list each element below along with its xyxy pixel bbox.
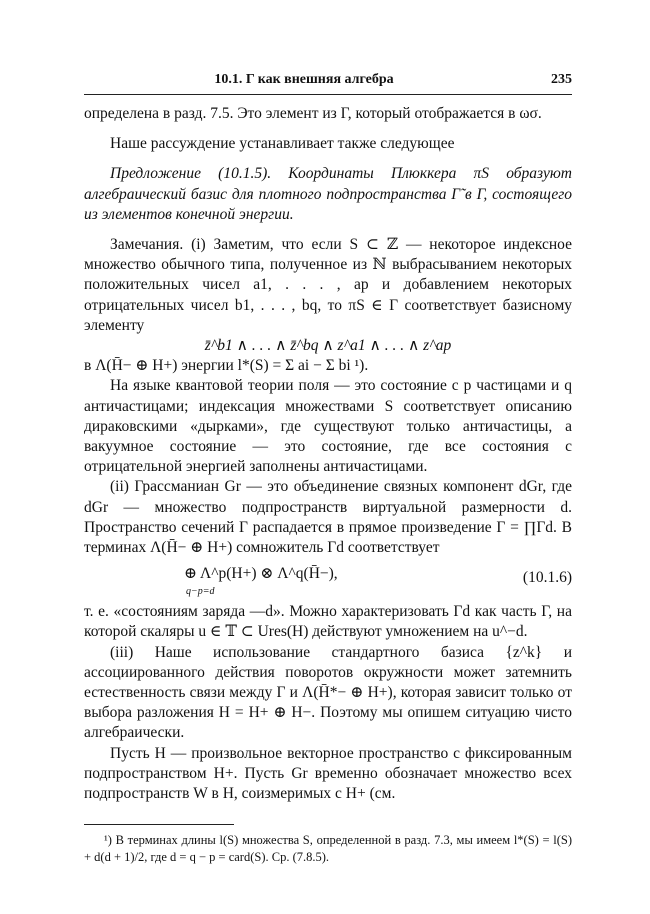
footnote-rule xyxy=(84,824,234,825)
footnote-text: ¹) В терминах длины l(S) множества S, определенной в разд. 7.3, мы имеем l*(S) = l(S) + d(d + 1)/2, где d = q − p = card(S). Ср. (7.8.5). xyxy=(84,833,572,864)
equation-expression: ⊕ Λ^p(H+) ⊗ Λ^q(H̄−), xyxy=(184,565,338,583)
energy-line: в Λ(H̄− ⊕ H+) энергии l*(S) = Σ ai − Σ bi ¹). xyxy=(84,357,369,375)
paragraph: На языке квантовой теории поля — это состояние с p частицами и q античастицами; индексация множествами S соответствует описанию дираковскими «дырками», где существуют только античастицы, а вакуумное состояние — это состояние, где все состояния с отрицательной энергией заполнены античастицами. xyxy=(84,377,572,476)
running-title: 10.1. Γ как внешняя алгебра xyxy=(214,72,394,87)
paragraph: Наше рассуждение устанавливает также следующее xyxy=(110,135,455,153)
paragraph: т. е. «состояниям заряда —d». Можно характеризовать Γd как часть Γ, на которой скаляры u ∈ 𝕋 ⊂ Ures(H) действуют умножением на u^−d. xyxy=(84,603,572,641)
remarks-paragraph: Замечания. (i) Заметим, что если S ⊂ ℤ — некоторое индексное множество обычного типа, полученное из ℕ выбрасыванием некоторых положительных чисел a1, . . . , ap и добавлением некоторых отрицательных чисел b1, . . . , bq, то πS ∈ Γ соответствует базисному элементу xyxy=(84,236,572,334)
basis-element-formula: z̄^b1 ∧ . . . ∧ z̄^bq ∧ z^a1 ∧ . . . ∧ z^ap xyxy=(204,337,452,355)
paragraph: Пусть H — произвольное векторное пространство с фиксированным подпространством H+. Пусть Gr временно обозначает множество всех подпространств W в H, соизмеримых с H+ (см. xyxy=(84,744,572,803)
equation-number: (10.1.6) xyxy=(522,569,572,587)
proposition: Предложение (10.1.5). Координаты Плюккера πS образуют алгебраический базис для плотного подпространства Γ̃ в Γ, состоящего из элементов конечной энергии. xyxy=(84,165,572,223)
header-rule xyxy=(84,94,572,95)
remark-iii: (iii) Наше использование стандартного базиса {z^k} и ассоциированного действия поворотов окружности может затемнить естественность связи между Γ и Λ(H̄*− ⊕ H+), которая зависит только от выбора разложения H = H+ ⊕ H−. Поэтому мы опишем ситуацию чисто алгебраически. xyxy=(84,643,572,742)
running-header xyxy=(84,72,572,92)
main-text xyxy=(84,104,572,804)
display-equation xyxy=(84,564,572,598)
page-number: 235 xyxy=(551,72,572,87)
equation-subscript: q−p=d xyxy=(186,586,215,598)
footnote xyxy=(84,832,572,866)
remark-ii: (ii) Грассманиан Gr — это объединение связных компонент dGr, где dGr — множество подпространств виртуальной размерности d. Пространство сечений Γ распадается в прямое произведение Γ = ∏Γd. В терминах Λ(H̄− ⊕ H+) сомножитель Γd соответствует xyxy=(84,478,572,557)
paragraph: определена в разд. 7.5. Это элемент из Γ, который отображается в ωσ. xyxy=(84,105,542,122)
equation-body xyxy=(184,564,338,602)
